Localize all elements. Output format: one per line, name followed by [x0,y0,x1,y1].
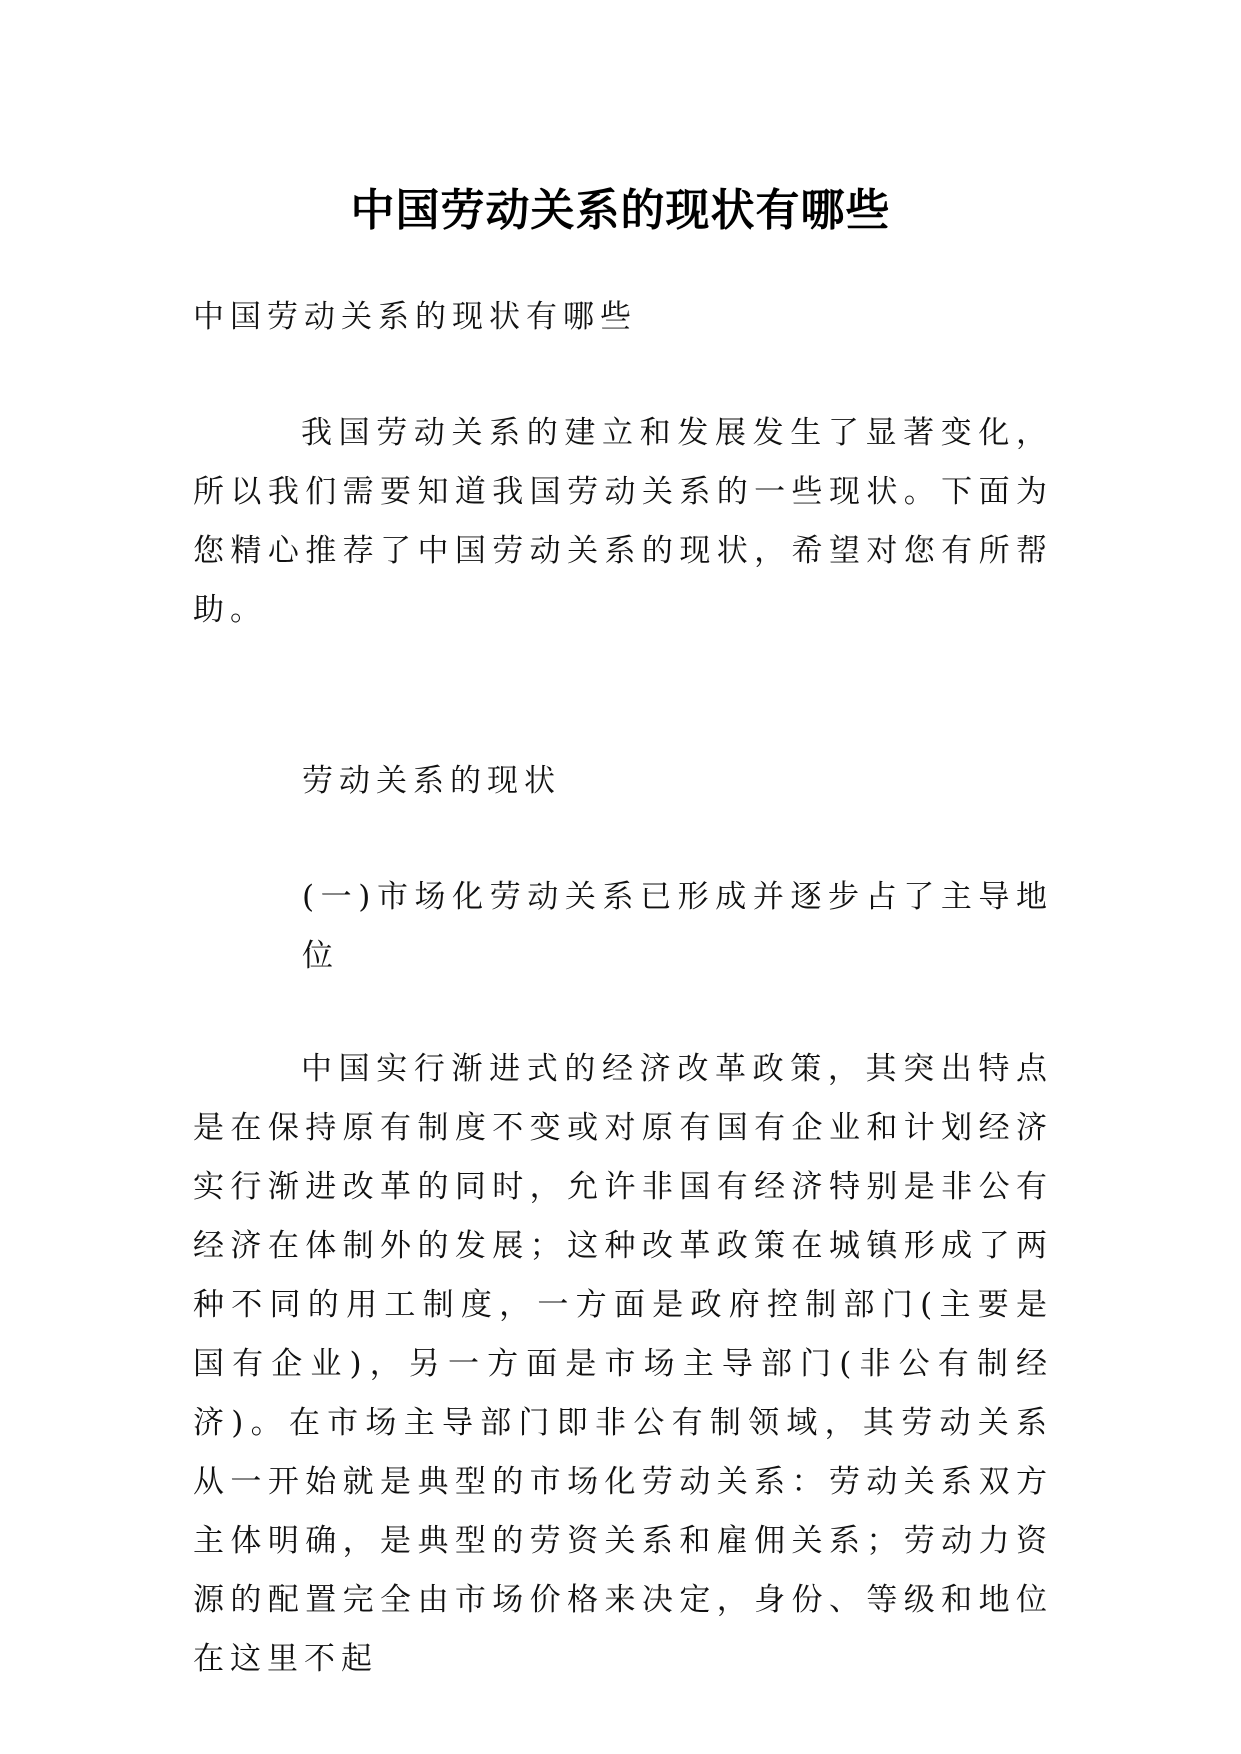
section-heading: 劳动关系的现状 [302,763,561,799]
body-paragraph: 中国实行渐进式的经济改革政策，其突出特点是在保持原有制度不变或对原有国有企业和计划经济实行渐进改革的同时，允许非国有经济特别是非公有经济在体制外的发展；这种改革政策在城镇形成了两种不同的用工制度，一方面是政府控制部门(主要是国有企业)，另一方面是市场主导部门(非公有制经济)。在市场主导部门即非公有制领域，其劳动关系从一开始就是典型的市场化劳动关系：劳动关系双方主体明确，是典型的劳资关系和雇佣关系；劳动力资源的配置完全由市场价格来决定，身份、等级和地位在这里不起 [193,1051,1053,1677]
document-subtitle: 中国劳动关系的现状有哪些 [193,299,637,335]
intro-paragraph: 我国劳动关系的建立和发展发生了显著变化，所以我们需要知道我国劳动关系的一些现状。下面为您精心推荐了中国劳动关系的现状，希望对您有所帮助。 [193,415,1053,628]
document-title: 中国劳动关系的现状有哪些 [350,185,891,237]
subheading-market-labor-relations: (一)市场化劳动关系已形成并逐步占了主导地位 [302,879,1053,974]
